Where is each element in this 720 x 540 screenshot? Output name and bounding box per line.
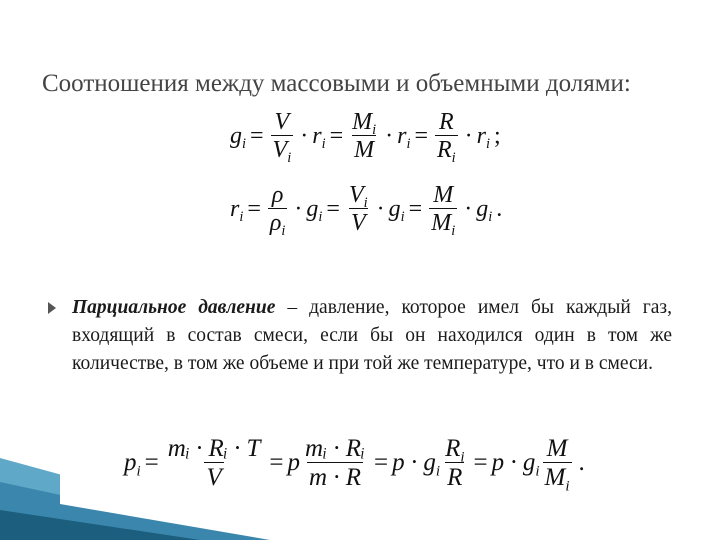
partial-pressure-definition xyxy=(72,294,672,378)
formula-volume-fraction: $r_i$ = $\frac{\rho}{\rho_i}$ · $g_i$ = $\frac{V_i}{V}$ · $g_i$ = $\frac{M}{M_i}$ · $g_i$ . xyxy=(230,182,503,240)
term-partial-pressure: Парциальное давление xyxy=(72,297,276,318)
definition-text: – давление, которое имел бы каждый газ, входящий в состав смеси, если бы он находился один в том же количестве, в том же объеме и при той же температуре, что и в смеси. xyxy=(72,297,672,374)
formula-mass-fraction: $g_i$ = $\frac{V}{V_i}$ · $r_i$ = $\frac{M_i}{M}$ · $r_i$ = $\frac{R}{R_i}$ · $r_i$ ; xyxy=(230,109,501,167)
formula-partial-pressure: $p_i$ = $\frac{\text{mᵢ · Rᵢ · T}}{V}$ = p $\frac{\text{mᵢ · Rᵢ}}{m \cdot R}$ = $p \cdot g_i$ $\frac{R_i}{R}$ = $p \cdot g_i$ $\frac{M}{M_i}$ . xyxy=(124,435,585,495)
triangle-right-icon xyxy=(48,302,56,314)
slide-heading: Соотношения между массовыми и объемными долями: xyxy=(42,70,631,97)
